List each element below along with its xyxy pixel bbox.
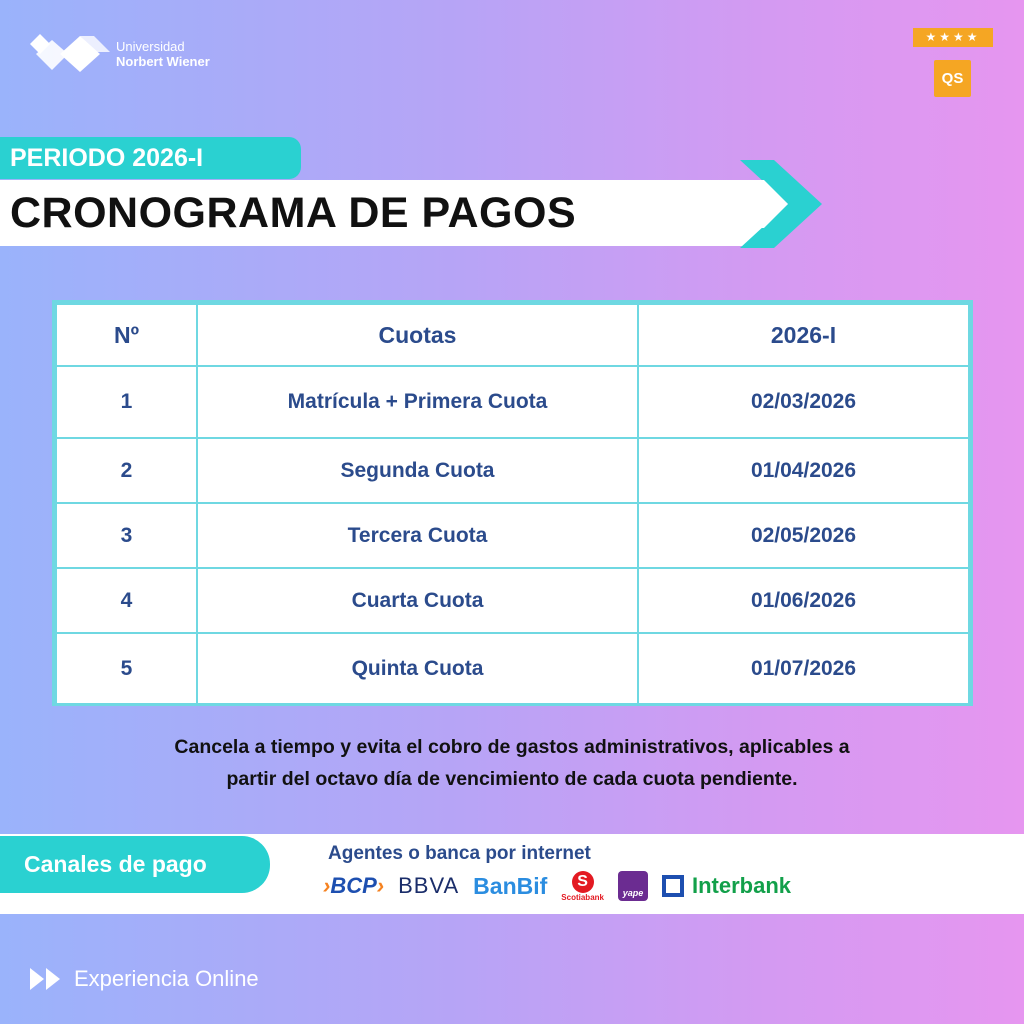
scotiabank-logo bbox=[561, 871, 604, 902]
agents-label: Agentes o banca por internet bbox=[328, 843, 591, 864]
table-row bbox=[56, 503, 969, 568]
row-number: 4 bbox=[56, 568, 197, 633]
row-date: 01/07/2026 bbox=[638, 633, 969, 705]
page-title: CRONOGRAMA DE PAGOS bbox=[10, 189, 577, 237]
footer bbox=[30, 966, 259, 992]
title-banner bbox=[0, 180, 770, 246]
row-number: 1 bbox=[56, 366, 197, 438]
yape-logo: yape bbox=[618, 871, 648, 901]
bank-logos bbox=[323, 868, 805, 904]
note-line-1: Cancela a tiempo y evita el cobro de gastos administrativos, aplicables a bbox=[174, 736, 850, 758]
row-cuota: Segunda Cuota bbox=[197, 438, 638, 503]
logo-line-2: Norbert Wiener bbox=[116, 54, 210, 69]
qs-stars-badge: ★★★★ bbox=[913, 28, 993, 47]
table-header-row bbox=[56, 304, 969, 366]
bbva-logo: BBVA bbox=[398, 873, 460, 898]
periodo-label: PERIODO 2026-I bbox=[0, 137, 301, 179]
row-number: 2 bbox=[56, 438, 197, 503]
header-cuotas: Cuotas bbox=[197, 304, 638, 366]
bcp-logo: ›BCP› bbox=[323, 873, 385, 898]
logo-line-1: Universidad bbox=[116, 39, 185, 54]
row-cuota: Matrícula + Primera Cuota bbox=[197, 366, 638, 438]
university-logo bbox=[30, 32, 210, 76]
row-date: 02/03/2026 bbox=[638, 366, 969, 438]
qs-logo: QS bbox=[934, 60, 971, 97]
chevron-right-icon bbox=[740, 160, 824, 248]
table-row bbox=[56, 633, 969, 705]
row-number: 5 bbox=[56, 633, 197, 705]
row-date: 01/06/2026 bbox=[638, 568, 969, 633]
row-cuota: Tercera Cuota bbox=[197, 503, 638, 568]
interbank-logo bbox=[662, 873, 791, 899]
payment-schedule-table bbox=[52, 300, 973, 706]
bcp-name: BCP bbox=[330, 873, 377, 898]
row-date: 01/04/2026 bbox=[638, 438, 969, 503]
banbif-logo: BanBif bbox=[473, 872, 548, 899]
footer-label: Experiencia Online bbox=[74, 966, 259, 991]
scotiabank-icon: S bbox=[572, 871, 594, 893]
table-row bbox=[56, 568, 969, 633]
header-period: 2026-I bbox=[638, 304, 969, 366]
row-cuota: Quinta Cuota bbox=[197, 633, 638, 705]
interbank-icon bbox=[662, 875, 684, 897]
scotiabank-name: Scotiabank bbox=[561, 892, 604, 902]
table-row bbox=[56, 366, 969, 438]
row-number: 3 bbox=[56, 503, 197, 568]
university-logo-icon bbox=[30, 32, 110, 76]
interbank-name: Interbank bbox=[691, 873, 792, 898]
payment-channels-label: Canales de pago bbox=[0, 836, 270, 893]
table-row bbox=[56, 438, 969, 503]
late-fee-note bbox=[60, 731, 964, 795]
note-line-2: partir del octavo día de vencimiento de cada cuota pendiente. bbox=[226, 768, 798, 790]
fast-forward-icon bbox=[30, 968, 62, 990]
row-cuota: Cuarta Cuota bbox=[197, 568, 638, 633]
row-date: 02/05/2026 bbox=[638, 503, 969, 568]
header-number: Nº bbox=[56, 304, 197, 366]
